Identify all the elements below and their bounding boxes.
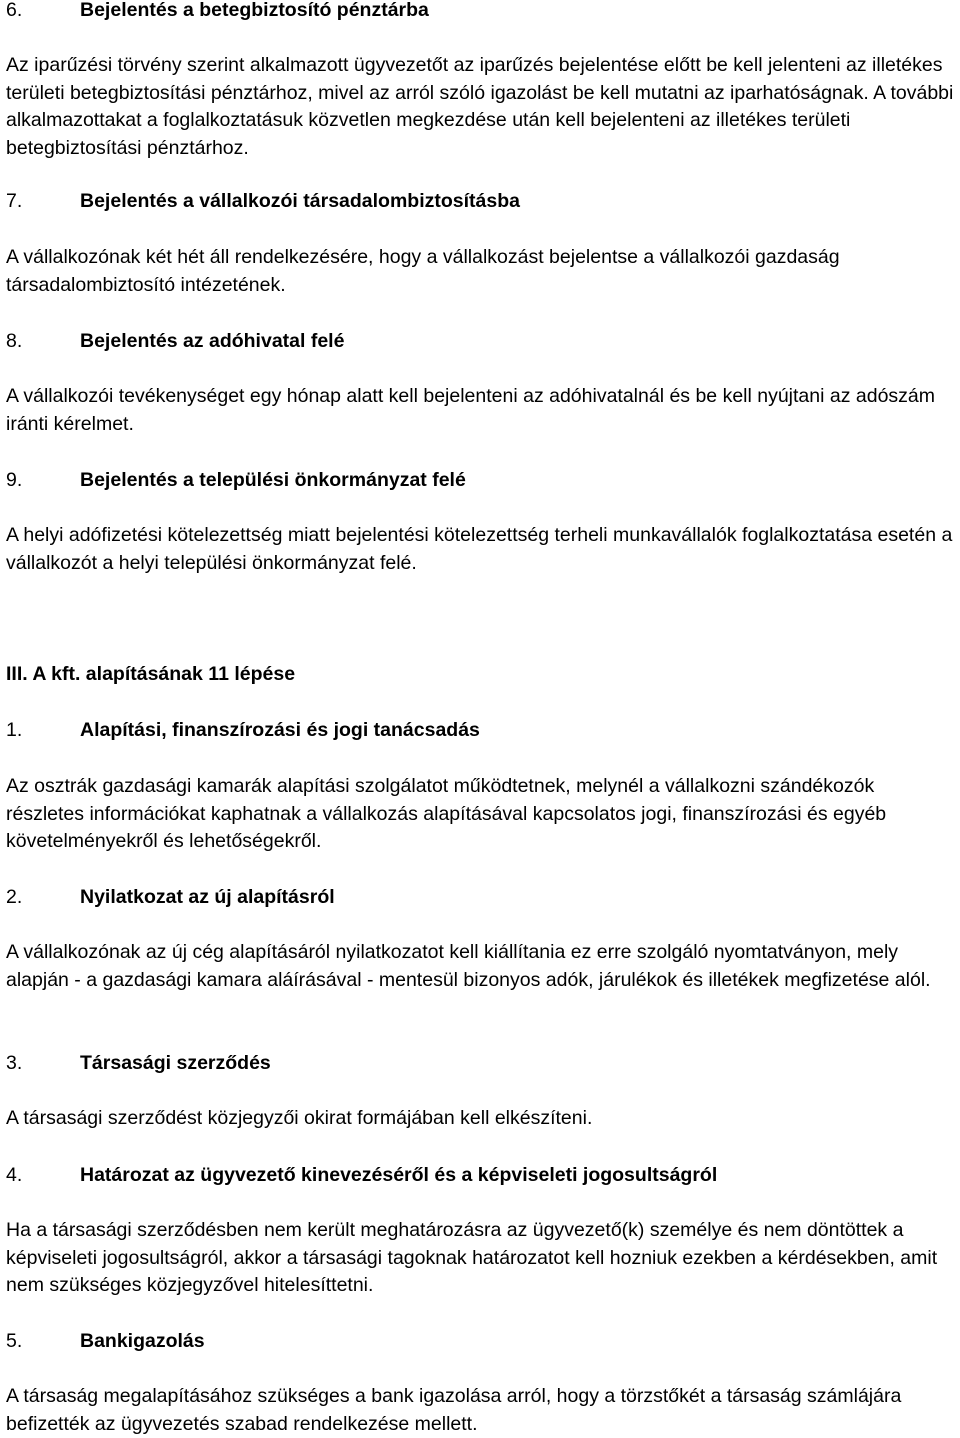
step-number: 2. (6, 886, 23, 908)
section-number: 6. (6, 0, 23, 21)
step-number: 3. (6, 1052, 23, 1074)
section-title: Bejelentés a települési önkormányzat felé (80, 469, 466, 491)
section-number: 7. (6, 190, 23, 212)
chapter-title: III. A kft. alapításának 11 lépése (6, 663, 296, 685)
section-title: Bejelentés a betegbiztosító pénztárba (80, 0, 429, 21)
section-heading (6, 467, 956, 495)
step-heading (6, 717, 956, 745)
section-body: A vállalkozónak két hét áll rendelkezésére, hogy a vállalkozást bejelentse a vállalkozói gazdaság társadalombiztosító intézetének. (6, 246, 840, 296)
step-body: Az osztrák gazdasági kamarák alapítási szolgálatot működtetnek, melynél a vállalkozni szándékozók részletes információkat kaphatnak a vállalkozás alapításával kapcsolatos jogi, finanszírozási és egyéb követelményekről és lehetőségekről. (6, 775, 887, 852)
section-title: Bejelentés az adóhivatal felé (80, 330, 345, 352)
step-title: Társasági szerződés (80, 1052, 271, 1074)
step-title: Nyilatkozat az új alapításról (80, 886, 335, 908)
step-body: A társaság megalapításához szükséges a bank igazolása arról, hogy a törzstőkét a társaság számlájára befizették az ügyvezetés szabad rendelkezése mellett. (6, 1385, 902, 1435)
section-number: 9. (6, 469, 23, 491)
section-number: 8. (6, 330, 23, 352)
section-heading (6, 0, 956, 25)
step-title: Határozat az ügyvezető kinevezéséről és a képviseleti jogosultságról (80, 1164, 718, 1186)
section-body: A helyi adófizetési kötelezettség miatt bejelentési kötelezettség terheli munkavállalók foglalkoztatása esetén a vállalkozót a helyi települési önkormányzat felé. (6, 524, 953, 574)
section-heading (6, 188, 956, 216)
section-body: A vállalkozói tevékenységet egy hónap alatt kell bejelenteni az adóhivatalnál és be kell nyújtani az adószám iránti kérelmet. (6, 385, 936, 435)
step-number: 5. (6, 1330, 23, 1352)
section-heading (6, 328, 956, 356)
section-body: Az iparűzési törvény szerint alkalmazott ügyvezetőt az iparűzés bejelentése előtt be kell jelenteni az illetékes területi betegbiztosítási pénztárhoz, mivel az arról szóló igazolást be kell mutatni az iparhatóságnak. A további alkalmazottakat a foglalkoztatásuk közvetlen megkezdése után kell bejelenteni az illetékes területi betegbiztosítási pénztárhoz. (6, 54, 954, 159)
step-heading (6, 1328, 956, 1356)
step-number: 1. (6, 719, 23, 741)
step-heading (6, 884, 956, 912)
step-title: Bankigazolás (80, 1330, 205, 1352)
step-number: 4. (6, 1164, 23, 1186)
step-body: A vállalkozónak az új cég alapításáról nyilatkozatot kell kiállítania ez erre szolgáló nyomtatványon, mely alapján - a gazdasági kamara aláírásával - mentesül bizonyos adók, járulékok és illetékek megfizetése alól. (6, 941, 931, 991)
section-title: Bejelentés a vállalkozói társadalombiztosításba (80, 190, 520, 212)
step-heading (6, 1050, 956, 1078)
step-heading (6, 1162, 956, 1190)
step-body: Ha a társasági szerződésben nem került meghatározásra az ügyvezető(k) személye és nem döntöttek a képviseleti jogosultságról, akkor a társasági tagoknak határozatot kell hozniuk ezekben a kérdésekben, amit nem szükséges közjegyzővel hitelesíttetni. (6, 1219, 938, 1296)
step-title: Alapítási, finanszírozási és jogi tanácsadás (80, 719, 480, 741)
step-body: A társasági szerződést közjegyzői okirat formájában kell elkészíteni. (6, 1107, 593, 1129)
